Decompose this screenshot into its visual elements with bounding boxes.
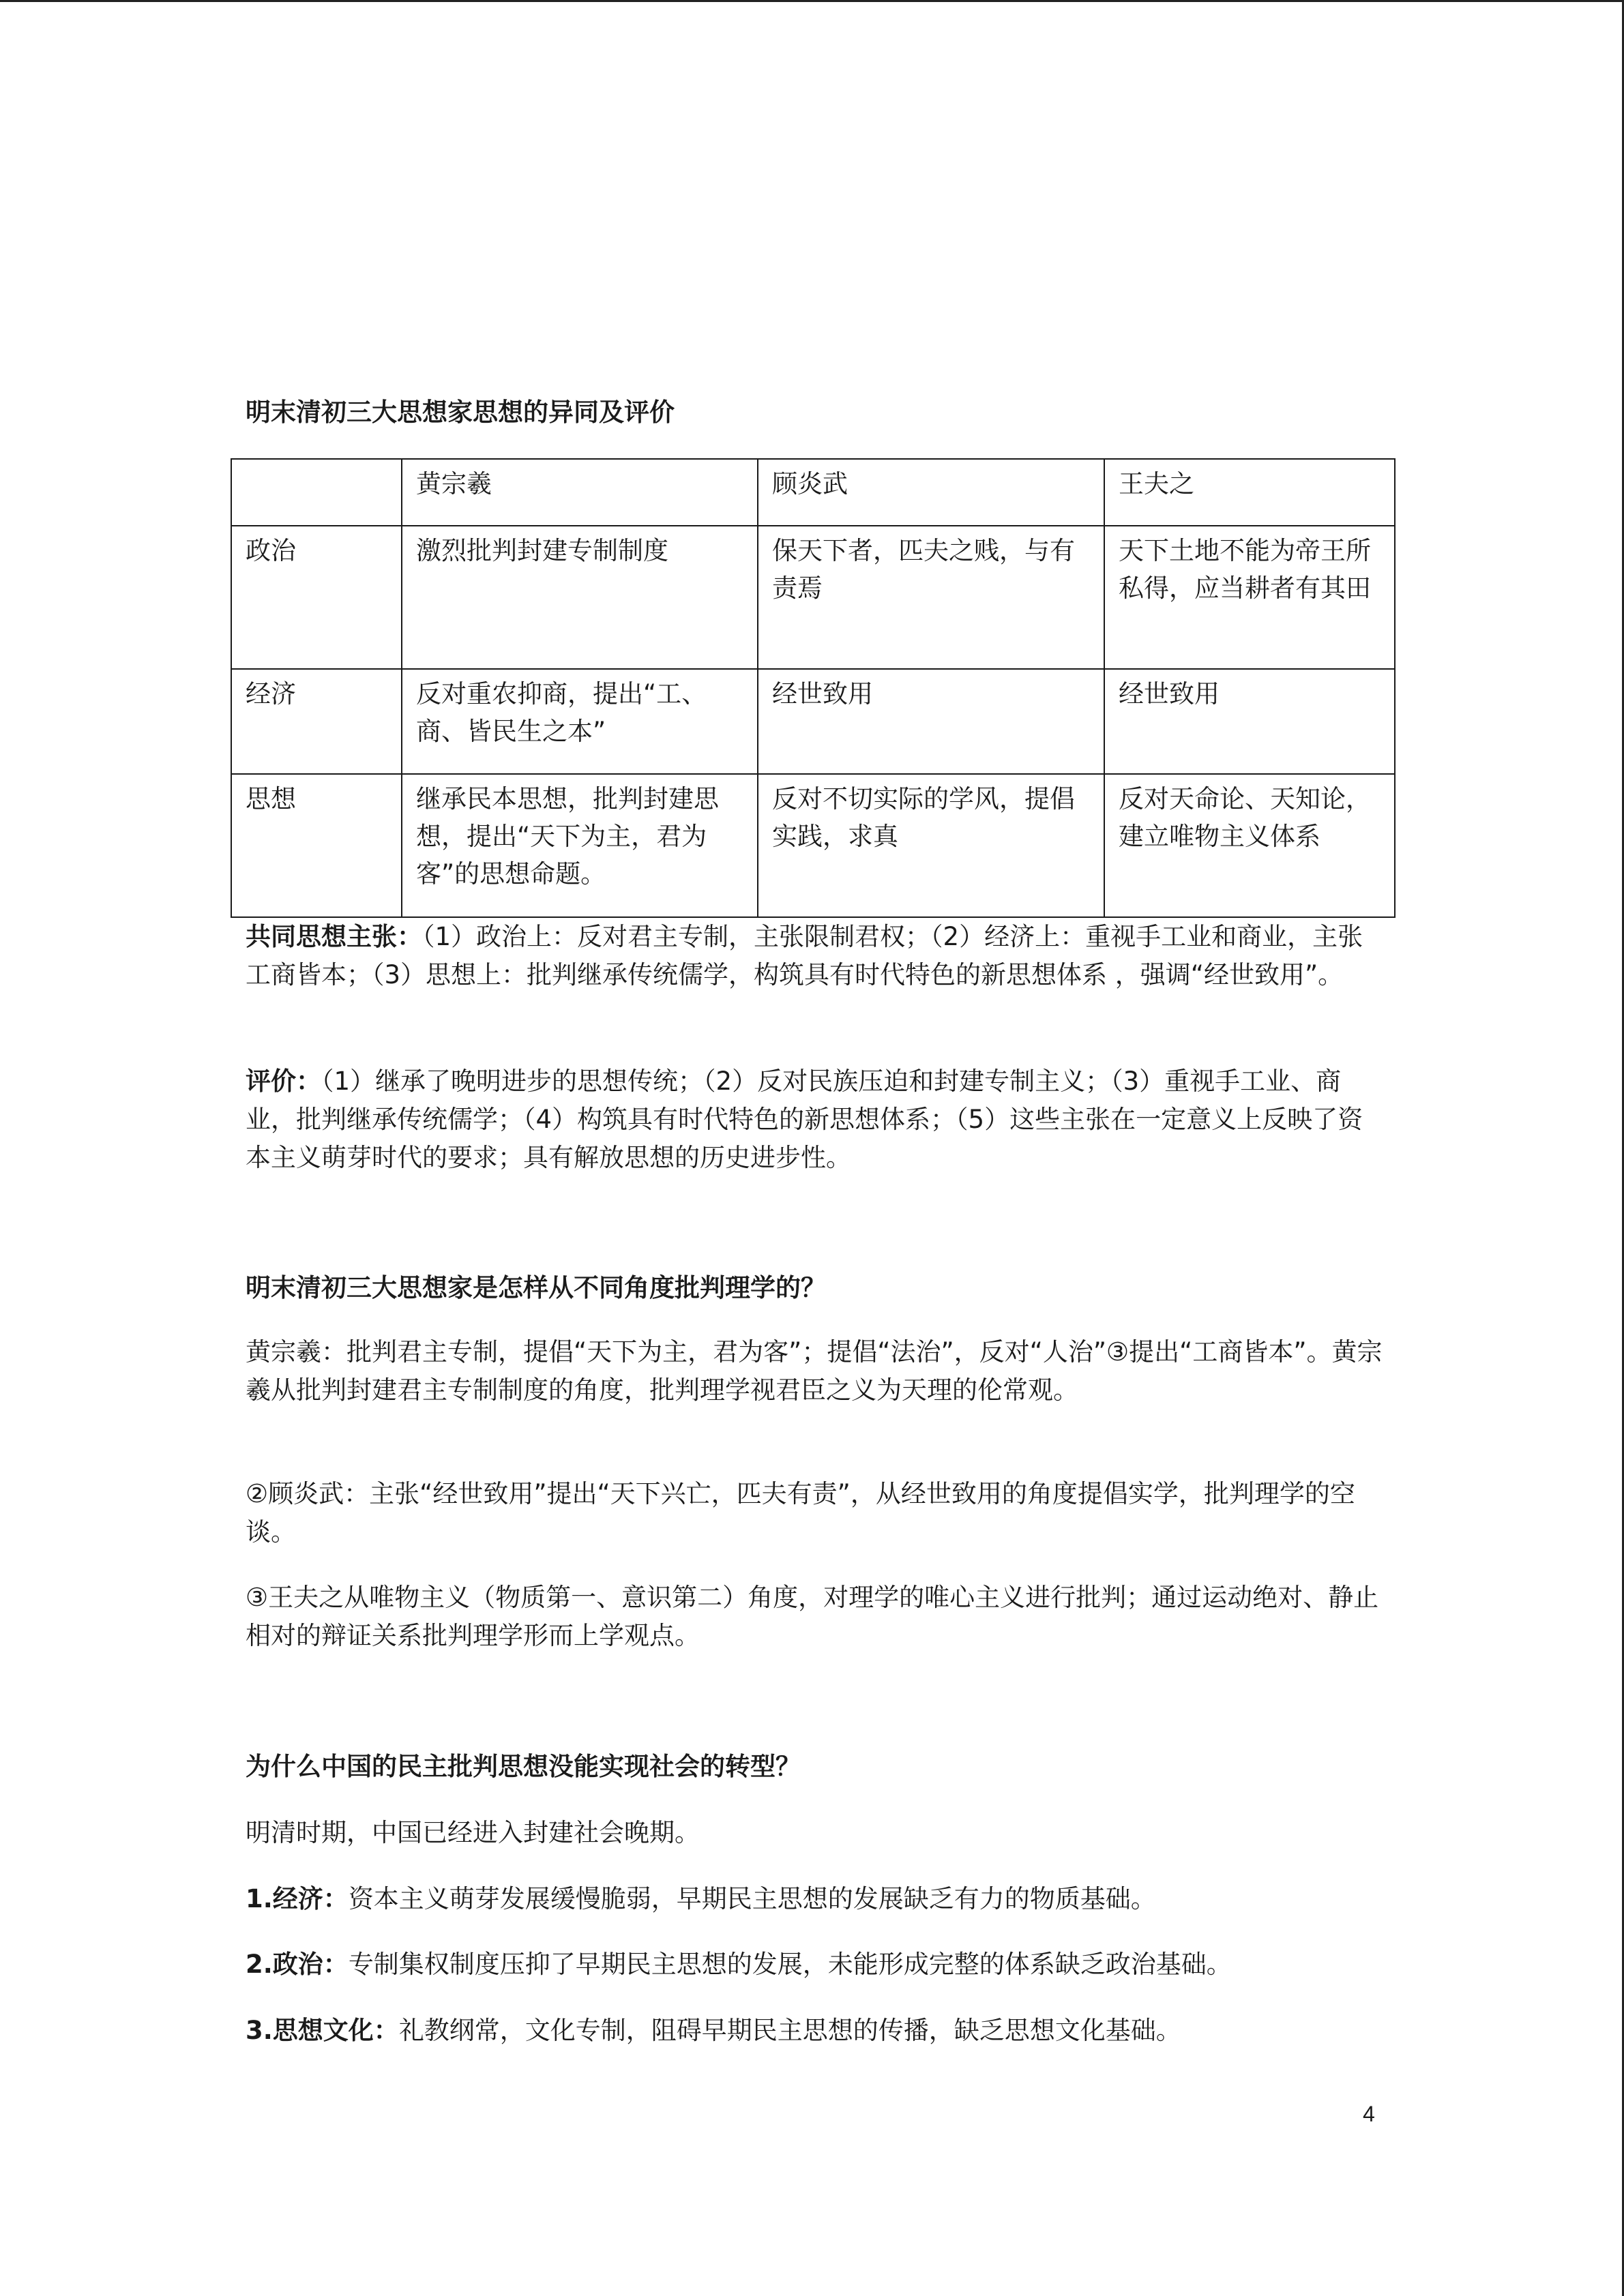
page-border-top	[0, 0, 1624, 2]
table-header-row	[231, 459, 1395, 526]
wang-fuzhi-paragraph: ③王夫之从唯物主义（物质第一、意识第二）角度，对理学的唯心主义进行批判；通过运动绝对、静止相对的辩证关系批判理学形而上学观点。	[246, 1583, 1379, 1650]
table-cell: 反对天命论、天知论，建立唯物主义体系	[1104, 774, 1395, 917]
page-number: 4	[1363, 2102, 1375, 2126]
row-label: 政治	[231, 526, 402, 669]
table-cell: 反对不切实际的学风，提倡实践，求真	[758, 774, 1104, 917]
reason-label: 3.思想文化：	[246, 2016, 399, 2045]
reason-item	[246, 1945, 1385, 1984]
table-header-cell	[231, 459, 402, 526]
reason-label: 2.政治：	[246, 1950, 349, 1979]
gu-yanwu-paragraph: ②顾炎武：主张“经世致用”提出“天下兴亡，匹夫有责”，从经世致用的角度提倡实学，批判理学的空谈。	[246, 1479, 1355, 1547]
reason-text: 资本主义萌芽发展缓慢脆弱，早期民主思想的发展缺乏有力的物质基础。	[348, 1884, 1156, 1913]
common-views-paragraph	[246, 918, 1385, 994]
row-label: 经济	[231, 669, 402, 774]
table-cell: 保天下者，匹夫之贱，与有责焉	[758, 526, 1104, 669]
huang-zongxi-paragraph: 黄宗羲：批判君主专制，提倡“天下为主，君为客”；提倡“法治”，反对“人治”③提出“工商皆本”。黄宗羲从批判封建君主专制制度的角度，批判理学视君臣之义为天理的伦常观。	[246, 1337, 1383, 1405]
table-cell: 激烈批判封建专制制度	[402, 526, 758, 669]
row-label: 思想	[231, 774, 402, 917]
table-row	[231, 669, 1395, 774]
comparison-table	[231, 458, 1396, 918]
evaluation-text: （1）继承了晚明进步的思想传统；（2）反对民族压迫和封建专制主义；（3）重视手工业、商业，批判继承传统儒学；（4）构筑具有时代特色的新思想体系；（5）这些主张在一定意义上反映了资本主义萌芽时代的要求；具有解放思想的历史进步性。	[246, 1067, 1363, 1172]
table-row	[231, 526, 1395, 669]
table-cell: 反对重农抑商，提出“工、商、皆民生之本”	[402, 669, 758, 774]
table-cell: 天下土地不能为帝王所私得，应当耕者有其田	[1104, 526, 1395, 669]
reason-label: 1.经济：	[246, 1884, 349, 1913]
reason-item	[246, 1880, 1385, 1918]
reason-text: 礼教纲常，文化专制，阻碍早期民主思想的传播，缺乏思想文化基础。	[398, 2016, 1181, 2045]
evaluation-label: 评价：	[246, 1067, 321, 1096]
section2-title: 明末清初三大思想家是怎样从不同角度批判理学的？	[246, 1273, 826, 1302]
table-cell: 经世致用	[758, 669, 1104, 774]
table-row	[231, 774, 1395, 917]
section1-title: 明末清初三大思想家思想的异同及评价	[246, 398, 675, 427]
table-header-cell: 黄宗羲	[402, 459, 758, 526]
reason-item	[246, 2012, 1385, 2050]
common-views-text: （1）政治上：反对君主专制，主张限制君权；（2）经济上：重视手工业和商业，主张工商皆本；（3）思想上：批判继承传统儒学，构筑具有时代特色的新思想体系 ，强调“经世致用”。	[246, 922, 1363, 989]
table-cell: 继承民本思想，批判封建思想，提出“天下为主，君为客”的思想命题。	[402, 774, 758, 917]
section3-intro: 明清时期，中国已经进入封建社会晚期。	[246, 1818, 700, 1847]
common-views-label: 共同思想主张：	[246, 922, 422, 951]
section3-title: 为什么中国的民主批判思想没能实现社会的转型？	[246, 1752, 801, 1781]
evaluation-paragraph	[246, 1062, 1385, 1177]
reason-text: 专制集权制度压抑了早期民主思想的发展，未能形成完整的体系缺乏政治基础。	[348, 1950, 1232, 1979]
table-header-cell: 顾炎武	[758, 459, 1104, 526]
table-header-cell: 王夫之	[1104, 459, 1395, 526]
table-cell: 经世致用	[1104, 669, 1395, 774]
